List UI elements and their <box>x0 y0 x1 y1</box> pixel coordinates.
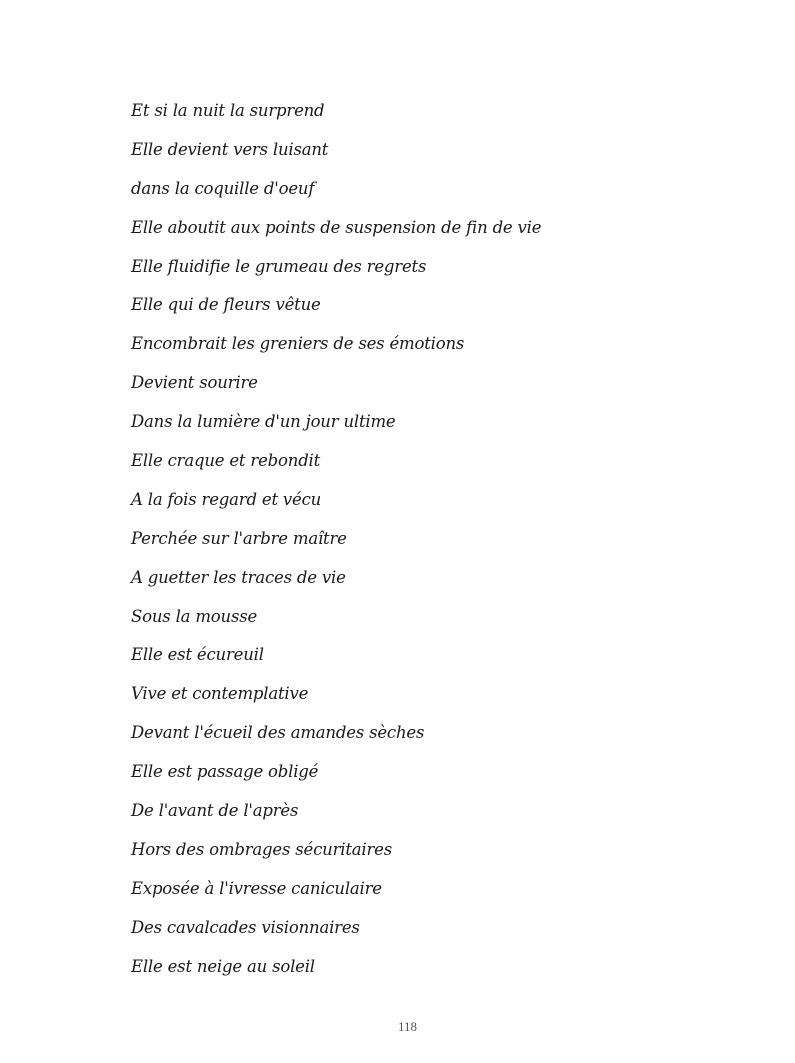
poem-line: Elle est neige au soleil <box>131 956 315 976</box>
poem-line: Elle est passage obligé <box>131 762 319 782</box>
poem-line: Elle fluidifie le grumeau des regrets <box>131 256 427 276</box>
poem-line: Devant l'écueil des amandes sèches <box>131 723 425 743</box>
poem-line: Dans la lumière d'un jour ultime <box>131 412 396 432</box>
poem-line: Elle craque et rebondit <box>131 451 321 471</box>
poem-line: Elle devient vers luisant <box>131 139 329 159</box>
poem-line: Hors des ombrages sécuritaires <box>131 839 392 859</box>
poem-line: Et si la nuit la surprend <box>131 101 325 120</box>
page-number: 118 <box>397 1019 418 1034</box>
poem-line: Des cavalcades visionnaires <box>131 917 360 937</box>
poem-line: Perchée sur l'arbre maître <box>131 528 347 548</box>
poem-line: A la fois regard et vécu <box>131 489 322 509</box>
poem-line: Elle aboutit aux points de suspension de fin de vie <box>131 217 542 237</box>
poem-line: Encombrait les greniers de ses émotions <box>131 334 465 354</box>
poem-line: De l'avant de l'après <box>131 801 299 821</box>
poem-line: Elle est écureuil <box>131 645 264 665</box>
poem-line: Sous la mousse <box>131 606 258 626</box>
poem <box>131 99 541 993</box>
poem-line: A guetter les traces de vie <box>131 567 346 587</box>
poem-line: dans la coquille d'oeuf <box>131 178 315 198</box>
poem-line: Vive et contemplative <box>131 684 309 704</box>
poem-line: Exposée à l'ivresse caniculaire <box>131 878 382 898</box>
poem-line: Elle qui de fleurs vêtue <box>131 295 321 315</box>
poem-line: Devient sourire <box>131 373 258 393</box>
